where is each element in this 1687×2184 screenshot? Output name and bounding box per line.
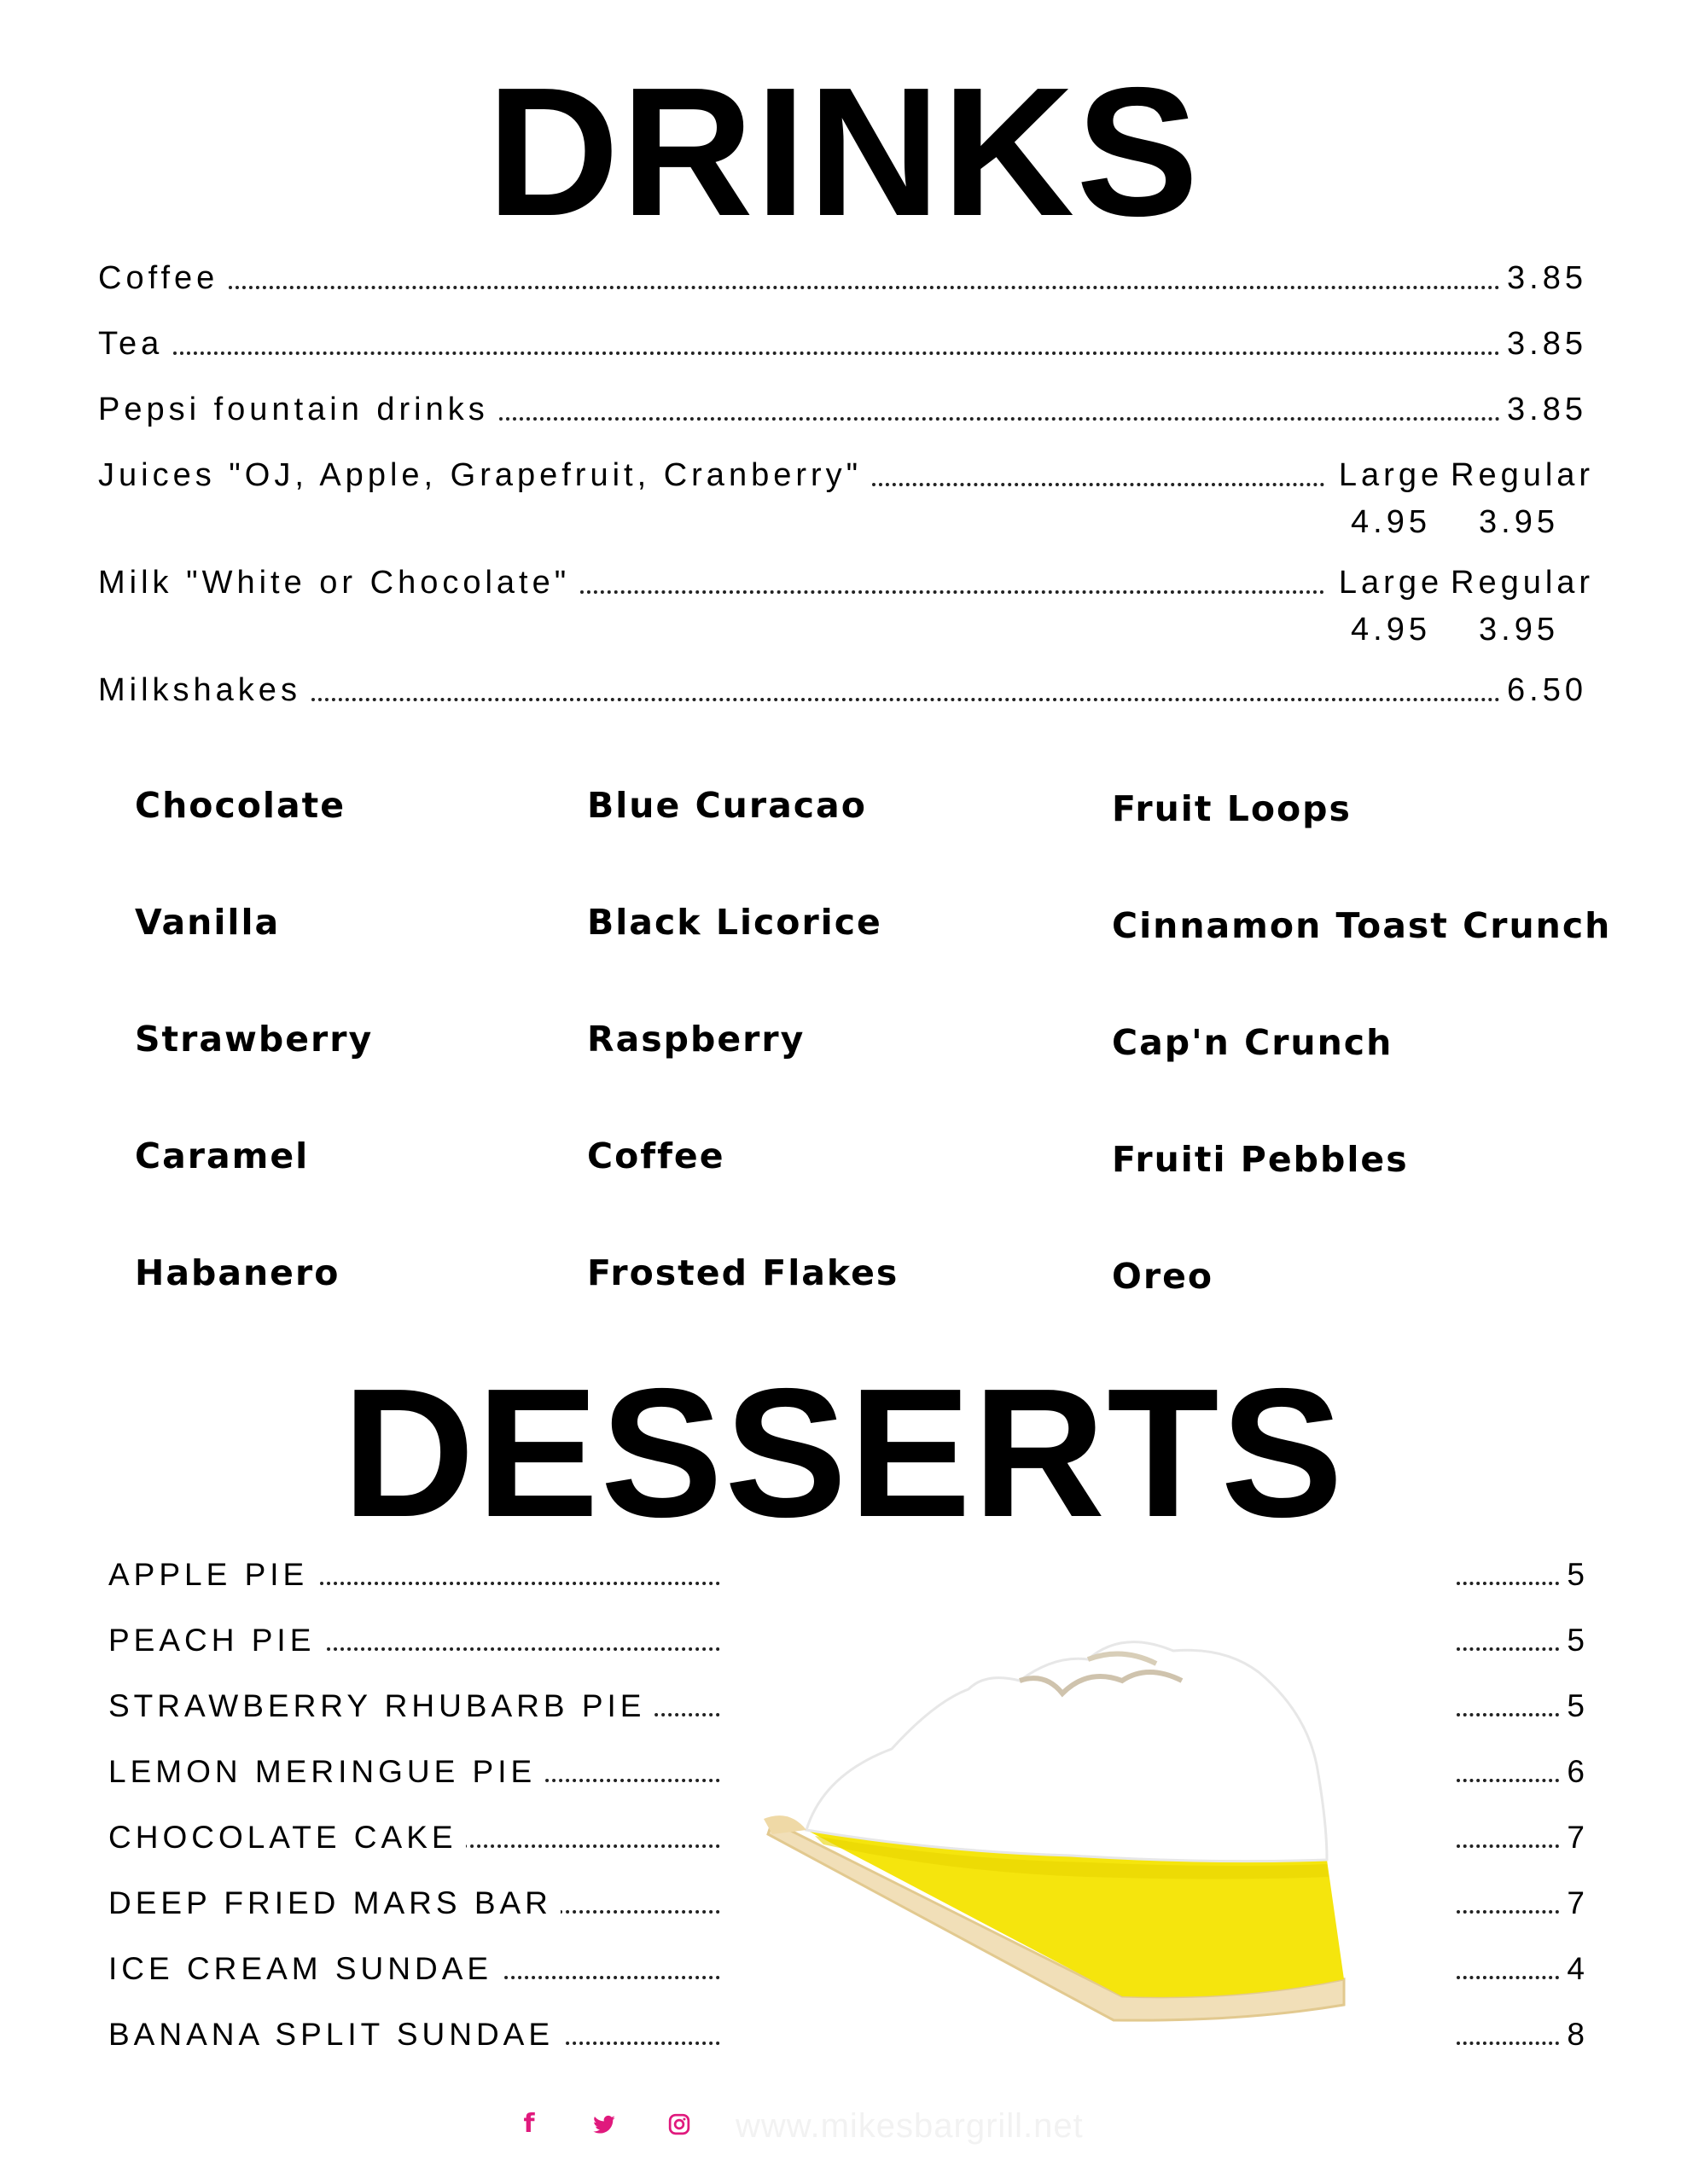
drink-name: Pepsi fountain drinks [98,392,489,427]
large-price: 4.95 [1351,612,1431,648]
footer [512,2107,1195,2150]
drink-row-juices [98,457,1595,565]
dot-leader [1457,1910,1559,1914]
size-prices [1331,457,1595,541]
flavor-item: Black Licorice [587,902,882,943]
dessert-name: ICE CREAM SUNDAE [108,1951,501,1987]
drink-price: 6.50 [1507,672,1587,708]
dot-leader [311,672,1500,701]
flavor-item: Blue Curacao [587,785,867,826]
flavor-column-3 [1112,788,1611,1373]
regular-label: Regular [1451,565,1595,601]
flavor-item: Vanilla [135,902,281,943]
drink-name: Coffee [98,260,219,296]
flavor-item: Fruiti Pebbles [1112,1139,1409,1180]
dot-leader [1457,1844,1559,1848]
dessert-name: STRAWBERRY RHUBARB PIE [108,1688,654,1724]
milkshake-flavors [135,785,1612,1297]
dot-leader [1457,1713,1559,1716]
dessert-price: 5 [1567,1688,1589,1723]
dessert-name: LEMON MERINGUE PIE [108,1754,544,1790]
website-link[interactable]: www.mikesbargrill.net [736,2107,1084,2145]
dot-leader [1457,1779,1559,1782]
dot-leader [173,326,1500,355]
drink-price: 3.85 [1507,326,1587,362]
drink-price: 3.85 [1507,392,1587,427]
drink-row-milk [98,565,1595,672]
dessert-price: 5 [1567,1557,1589,1592]
dot-leader [1457,2042,1559,2045]
dessert-price: 6 [1567,1754,1589,1789]
dessert-row [108,1820,1589,1885]
dot-leader [1457,1582,1559,1585]
dessert-name: PEACH PIE [108,1623,323,1658]
drink-row-tea [98,326,1587,392]
drink-name: Juices "OJ, Apple, Grapefruit, Cranberry" [98,457,863,493]
drinks-list [98,260,1595,738]
drink-name: Milk "White or Chocolate" [98,565,571,601]
dot-leader [499,392,1500,421]
flavor-column-2 [587,785,899,1369]
flavor-item: Habanero [135,1252,340,1293]
twitter-icon[interactable] [587,2107,621,2141]
flavor-item: Caramel [135,1136,310,1176]
drink-name: Milkshakes [98,672,301,708]
flavor-item: Fruit Loops [1112,788,1352,829]
dessert-name: APPLE PIE [108,1557,317,1593]
dessert-row [108,1623,1589,1688]
desserts-list [108,1557,1589,2082]
flavor-item: Cinnamon Toast Crunch [1112,905,1612,946]
regular-price: 3.95 [1479,504,1559,540]
dot-leader [580,565,1324,594]
dessert-name: BANANA SPLIT SUNDAE [108,2017,562,2053]
dessert-name: CHOCOLATE CAKE [108,1820,466,1856]
drink-row-coffee [98,260,1587,326]
flavor-item: Cap'n Crunch [1112,1022,1393,1063]
size-prices [1331,565,1595,648]
dessert-row [108,1754,1589,1820]
large-price: 4.95 [1351,504,1431,540]
regular-label: Regular [1451,457,1595,493]
dot-leader [1457,1976,1559,1979]
flavor-column-1 [135,785,373,1369]
dot-leader [1457,1647,1559,1651]
dessert-price: 7 [1567,1885,1589,1920]
drink-row-milkshakes [98,672,1587,738]
drink-price: 3.85 [1507,260,1587,296]
dessert-price: 5 [1567,1623,1589,1658]
flavor-item: Oreo [1112,1256,1214,1297]
flavor-item: Chocolate [135,785,346,826]
dessert-price: 4 [1567,1951,1589,1986]
dot-leader [229,260,1500,289]
dessert-price: 7 [1567,1820,1589,1855]
regular-price: 3.95 [1479,612,1559,648]
instagram-icon[interactable] [662,2107,696,2141]
dessert-row [108,2017,1589,2082]
drink-name: Tea [98,326,164,362]
dessert-row [108,1951,1589,2017]
dessert-price: 8 [1567,2017,1589,2052]
desserts-heading: DESSERTS [342,1350,1345,1555]
large-label: Large [1338,565,1444,601]
flavor-item: Strawberry [135,1019,374,1060]
large-label: Large [1338,457,1444,493]
flavor-item: Raspberry [587,1019,806,1060]
facebook-icon[interactable]: f [523,2109,535,2139]
dot-leader [872,457,1324,486]
dessert-name: DEEP FRIED MARS BAR [108,1885,561,1921]
flavor-item: Coffee [587,1136,725,1176]
drink-row-pepsi [98,392,1587,457]
dessert-row [108,1885,1589,1951]
dessert-row [108,1688,1589,1754]
drinks-heading: DRINKS [486,49,1201,254]
flavor-item: Frosted Flakes [587,1252,899,1293]
dessert-row [108,1557,1589,1623]
